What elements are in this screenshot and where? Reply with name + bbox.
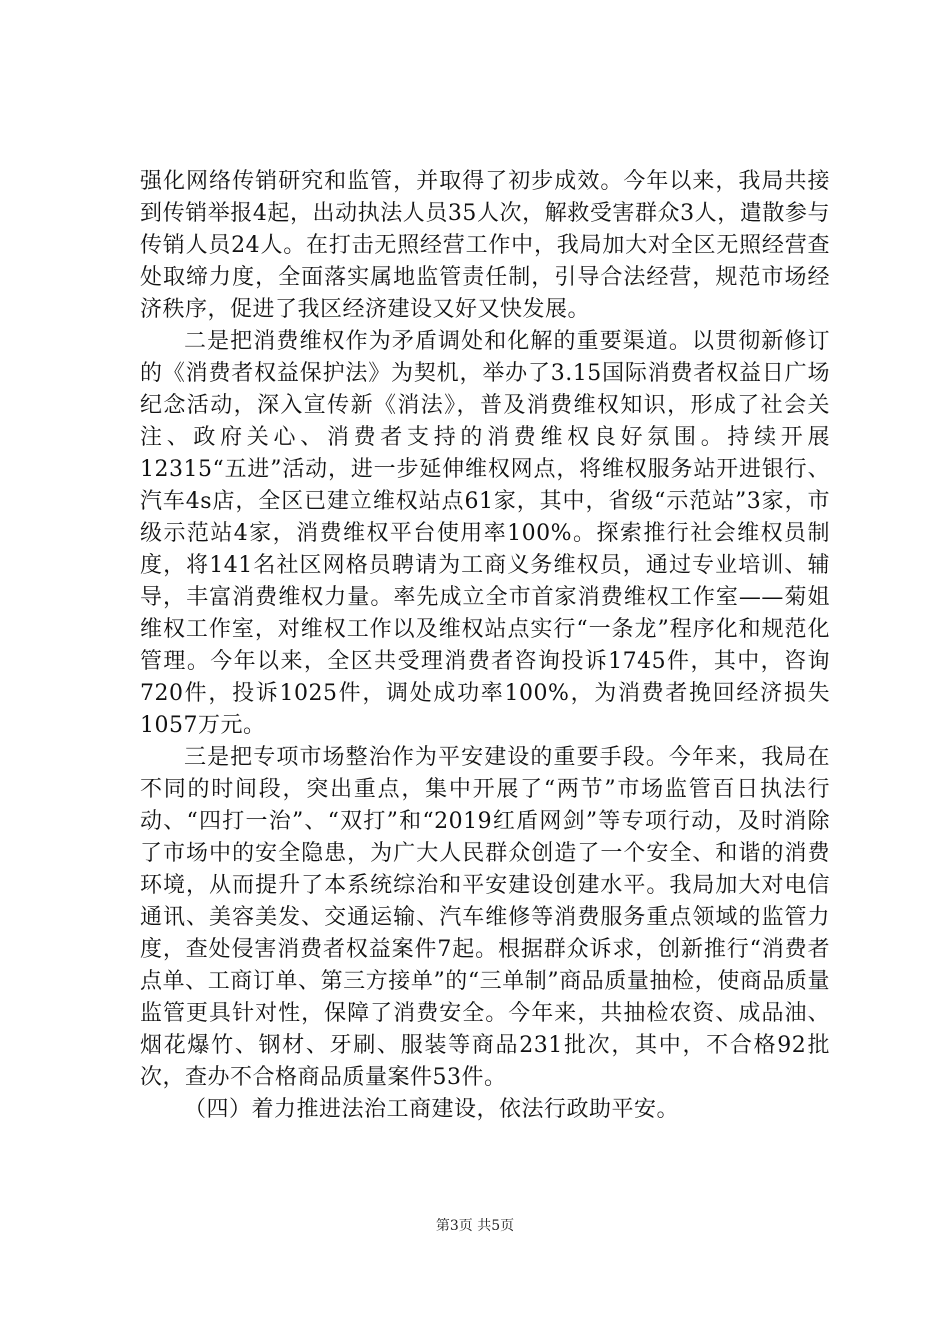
paragraph-market-rectification: 三是把专项市场整治作为平安建设的重要手段。今年来，我局在不同的时间段，突出重点，集中开展了“两节”市场监管百日执法行动、“四打一治”、“双打”和“2019红盾网剑”等专项行动，及时消除了市场中的安全隐患，为广大人民群众创造了一个安全、和谐的消费环境，从而提升了本系统综治和平安建设创建水平。我局加大对电信通讯、美容美发、交通运输、汽车维修等消费服务重点领域的监管力度，查处侵害消费者权益案件7起。根据群众诉求，创新推行“消费者点单、工商订单、第三方接单”的“三单制”商品质量抽检，使商品质量监管更具针对性，保障了消费安全。今年来，共抽检农资、成品油、烟花爆竹、钢材、牙刷、服装等商品231批次，其中，不合格92批次，查办不合格商品质量案件53件。 <box>140 745 830 1090</box>
paragraph-consumer-rights: 二是把消费维权作为矛盾调处和化解的重要渠道。以贯彻新修订的《消费者权益保护法》为契机，举办了3.15国际消费者权益日广场纪念活动，深入宣传新《消法》，普及消费维权知识，形成了社会关注、政府关心、消费者支持的消费维权良好氛围。持续开展12315“五进”活动，进一步延伸维权网点，将维权服务站开进银行、汽车4s店，全区已建立维权站点61家，其中，省级“示范站”3家，市级示范站4家，消费维权平台使用率100%。探索推行社会维权员制度，将141名社区网格员聘请为工商义务维权员，通过专业培训、辅导，丰富消费维权力量。率先成立全市首家消费维权工作室——菊姐维权工作室，对维权工作以及维权站点实行“一条龙”程序化和规范化管理。今年以来，全区共受理消费者咨询投诉1745件，其中，咨询720件，投诉1025件，调处成功率100%，为消费者挽回经济损失1057万元。 <box>140 329 830 738</box>
paragraph-continuation: 强化网络传销研究和监管，并取得了初步成效。今年以来，我局共接到传销举报4起，出动执法人员35人次，解救受害群众3人，遣散参与传销人员24人。在打击无照经营工作中，我局加大对全区无照经营查处取缔力度，全面落实属地监管责任制，引导合法经营，规范市场经济秩序，促进了我区经济建设又好又快发展。 <box>140 169 830 322</box>
page-number-footer: 第3页 共5页 <box>435 1218 515 1234</box>
document-body <box>140 166 830 1126</box>
section-heading-rule-of-law: （四）着力推进法治工商建设，依法行政助平安。 <box>184 1097 680 1122</box>
